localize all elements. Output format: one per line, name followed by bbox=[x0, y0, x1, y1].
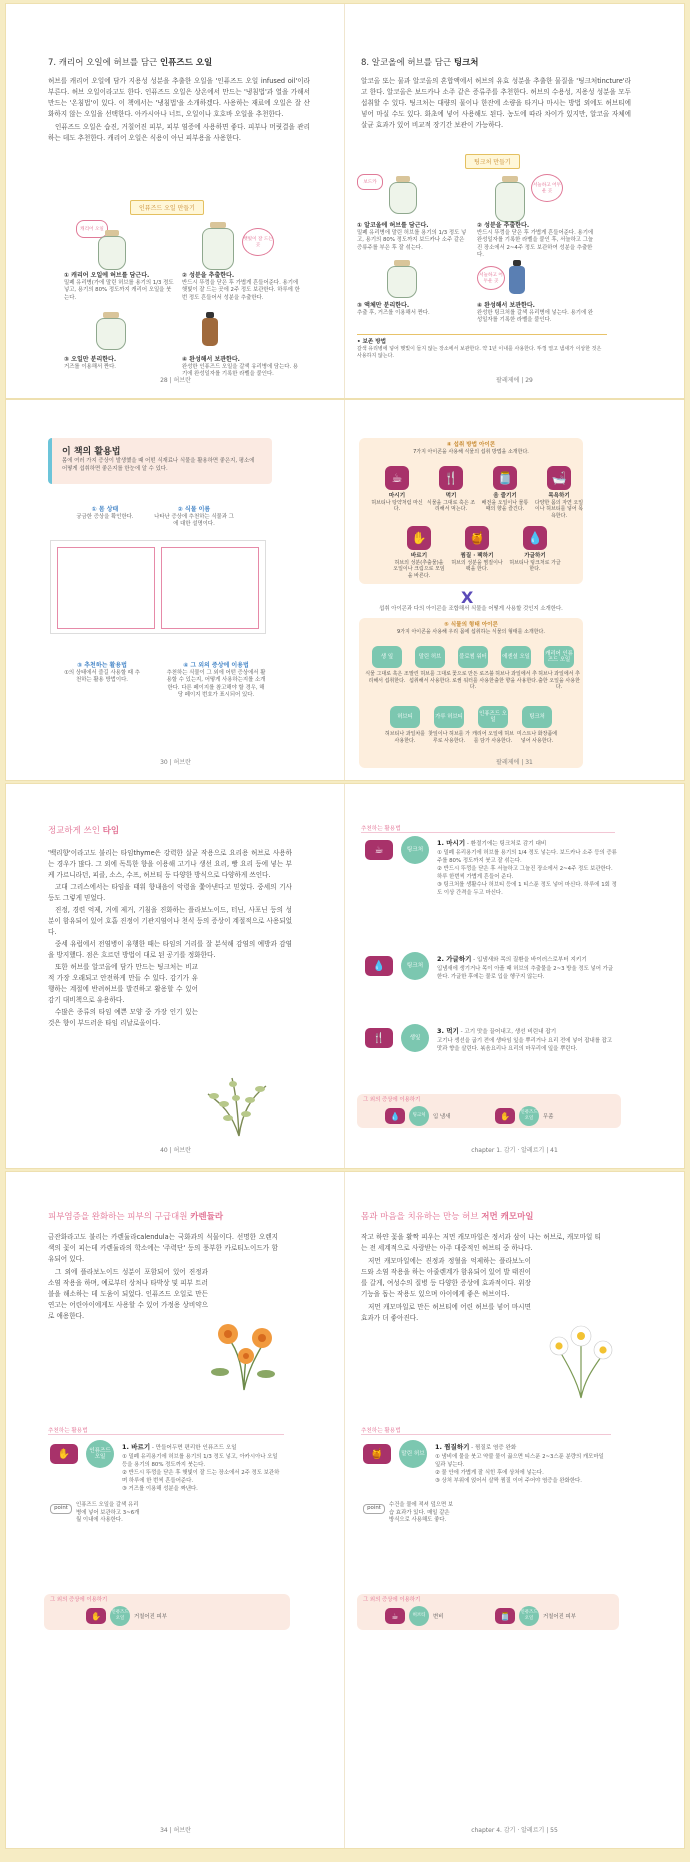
form-icon: 가루 허브티 bbox=[434, 706, 464, 728]
method-icon: 💧 bbox=[523, 526, 547, 550]
heading-title: 팅크처 bbox=[453, 58, 479, 68]
callout-3 bbox=[62, 662, 142, 685]
recipe-tag: 인퓨즈드 오일 만들기 bbox=[130, 200, 204, 215]
step-text: 반드시 뚜껑을 닫은 후 가볍게 흔들어준다. 용기에 완성일자를 기록한 라벨을 붙인 후, 서늘하고 그늘진 장소에서 2~4주 정도 보관하여 성분을 추출한다. bbox=[477, 229, 594, 258]
step-1 bbox=[357, 222, 469, 252]
usage-line: ① 밀폐 유리용기에 허브를 용기의 1/3 정도 넣고, 아카시아나 오일 등을 용기의 80% 정도까지 붓는다. bbox=[122, 1454, 278, 1468]
note-text: 갈색 유리병에 넣어 햇빛이 들지 않는 장소에서 보관한다. 약 1년 이내를 사용한다. 뚜껑 열고 냄새가 이상한 것은 사용하지 않는다. bbox=[357, 346, 602, 359]
usage-heading bbox=[437, 1026, 617, 1037]
jar-illustration bbox=[202, 228, 234, 270]
form-icon: 말린 허브 bbox=[415, 646, 445, 668]
page-35 bbox=[345, 1172, 684, 1848]
other-use-label: 거칠어진 피부 bbox=[134, 1614, 167, 1620]
form-badge: 인퓨즈드 오일 bbox=[110, 1606, 130, 1626]
method-name: 가글하기 bbox=[524, 553, 546, 559]
spread-3 bbox=[6, 784, 684, 1168]
callout-title: ② 식물 이름 bbox=[177, 506, 211, 513]
speech-bubble: 햇빛이 잘 드는 곳 bbox=[242, 228, 274, 256]
jar-illustration bbox=[96, 318, 126, 350]
method-name: 바르기 bbox=[410, 553, 428, 559]
form-icon: 캐리어 인퓨즈드 오일 bbox=[544, 646, 574, 668]
callout-text: ①의 상태에서 즐길 사용할 때 추천하는 활용 방법이다. bbox=[64, 669, 140, 683]
other-use-icon: ✋ bbox=[86, 1608, 106, 1624]
step-title: ② 성분을 추출한다. bbox=[182, 272, 235, 279]
form-text: 말린 허브를 그대로 섭취해서 사용한다. bbox=[409, 671, 451, 684]
usage-title: 1. 바르기 bbox=[122, 1443, 151, 1451]
callout-2 bbox=[152, 506, 236, 529]
method-text: 식물을 그대로 혹은 조리해서 먹는다. bbox=[426, 499, 476, 512]
heading-prefix: 정교하게 쓰인 bbox=[48, 826, 103, 836]
heading-title: 인퓨즈드 오일 bbox=[159, 58, 213, 68]
form-text: 허브티나 과일차를 사용한다. bbox=[384, 731, 426, 744]
recipe-tag: 팅크처 만들기 bbox=[465, 154, 520, 169]
heading-title: 카렌듈라 bbox=[190, 1212, 224, 1222]
heading-title: 타임 bbox=[102, 826, 120, 836]
point-label: point bbox=[50, 1504, 72, 1514]
usage-text bbox=[437, 1026, 617, 1053]
book-preview bbox=[50, 540, 266, 634]
form-badge: 팅크처 bbox=[401, 836, 429, 864]
section-heading bbox=[48, 1210, 223, 1222]
page-30 bbox=[6, 400, 345, 780]
other-use-icon: 💧 bbox=[385, 1108, 405, 1124]
spread-4 bbox=[6, 1172, 684, 1848]
form-text: 허브나 과일에서 추출한 오일을 사용한다. bbox=[538, 671, 580, 690]
page-41 bbox=[345, 784, 684, 1168]
page-29 bbox=[345, 4, 684, 398]
form-badge: 인퓨즈드 오일 bbox=[519, 1606, 539, 1626]
paragraph: 금잔화라고도 불리는 카렌듈라calendula는 국화과의 식물이다. 선명한 오렌지색의 꽃이 피는데 카렌듈라의 학소에는 '주력단' 등의 풍부한 카로티노이드가 함유되어 있다. bbox=[48, 1233, 278, 1263]
other-use-icon: 🫙 bbox=[495, 1608, 515, 1624]
form-icon-가글하기: 💧 bbox=[365, 956, 393, 976]
form-icon: 팅크처 bbox=[522, 706, 552, 728]
section-header: 추천하는 활용법 bbox=[361, 1426, 611, 1435]
paragraph: 작고 하얀 꽃을 활짝 피우는 저먼 캐모마일은 정서과 삼이 나는 허브로, 캐모마일 티는 전 세계적으로 사랑받는 아주 대중적인 허브티 중 하나다. bbox=[361, 1233, 601, 1252]
paragraph: 저먼 캐모마일로 만든 허브티에 어린 허브를 넣어 마시면 효과가 더 좋아진다. bbox=[361, 1303, 531, 1322]
step-1 bbox=[64, 272, 174, 302]
method-icon: 🍯 bbox=[465, 526, 489, 550]
form-icon: 생 잎 bbox=[372, 646, 402, 668]
form-text: 허브나 과일에서 추출한 향을 사용한다. bbox=[494, 671, 538, 684]
step-3 bbox=[64, 356, 174, 371]
method-label bbox=[425, 493, 477, 513]
page-number: 40 | 허브란 bbox=[160, 1147, 191, 1154]
panel-subtitle: 9가지 아이콘을 사용해 우리 몸에 섭취하는 식물의 형태를 소개한다. bbox=[397, 628, 545, 635]
body-text bbox=[361, 1232, 601, 1324]
usage-subtitle: - 찜질로 염증 완화 bbox=[469, 1445, 517, 1451]
usage-subtitle: - 만들어두면 편리한 인퓨즈드 오일 bbox=[150, 1445, 237, 1451]
method-icon: ✋ bbox=[407, 526, 431, 550]
other-use-label: 거칠어진 피부 bbox=[543, 1614, 576, 1620]
form-icon: 에센셜 오일 bbox=[501, 646, 531, 668]
other-use-label: 변비 bbox=[433, 1614, 444, 1620]
callout-1 bbox=[70, 506, 140, 521]
method-name: 목욕하기 bbox=[548, 493, 570, 499]
form-icon-마시기: ☕ bbox=[365, 840, 393, 860]
method-text: 다양한 몸의 자연 오일이나 허브티를 넣어 목욕한다. bbox=[534, 499, 584, 519]
usage-line: ② 반드시 뚜껑을 닫은 후 서늘하고 그늘진 장소에서 2~4주 정도 보관한다. 하루 한번씩 가볍게 흔들어 준다. bbox=[437, 866, 613, 880]
usage-heading bbox=[122, 1442, 282, 1453]
method-name: 음 즐기기 bbox=[493, 493, 517, 499]
paragraph: 인퓨즈드 오일은 습진, 거칠어진 피부, 피부 염증에 사용하면 좋다. 피부나 머릿결을 관리하는 데도 추천한다. 캐리어 오일은 식용이 아닌 피부용을 사용한다. bbox=[48, 123, 310, 142]
callout-text: 궁금한 증상을 확인한다. bbox=[76, 513, 134, 520]
speech-bubble: 서늘하고 어두운 곳 bbox=[477, 266, 505, 290]
page-number: 팔레제에 | 31 bbox=[496, 759, 533, 766]
method-text: 허브의 성분(추출물)을 오일이나 크림으로 모임을 바른다. bbox=[393, 559, 445, 579]
section-header: 추천하는 활용법 bbox=[361, 824, 615, 833]
usage-heading bbox=[435, 1442, 605, 1453]
method-text: 허브티나 팅크처로 가글한다. bbox=[509, 559, 561, 572]
usage-line: ③ 상처 부위에 얹어서 살짝 찜질 이어 주어야 염증을 완화한다. bbox=[435, 1478, 582, 1484]
page-31 bbox=[345, 400, 684, 780]
body-text bbox=[361, 76, 631, 131]
page-number: chapter 4. 감기 · 알레르기 | 55 bbox=[471, 1827, 558, 1834]
step-2 bbox=[477, 222, 597, 260]
jar-illustration bbox=[387, 266, 417, 298]
method-icon: 🛁 bbox=[547, 466, 571, 490]
method-icon: ☕ bbox=[385, 466, 409, 490]
step-text: 밀폐 유리병(가에 말린 허브를 용기의 1/3 정도 넣고, 용기의 80% 정도까지 캐리어 오일을 붓는다. bbox=[64, 279, 174, 301]
page-number: 팔레제에 | 29 bbox=[496, 377, 533, 384]
method-name: 찜질 · 팩하기 bbox=[460, 553, 494, 559]
usage-text bbox=[435, 1442, 605, 1485]
callout-text: 추천하는 식물이 그 외에 어떤 증상에서 활용할 수 있는지, 어떻게 사용하는지를 소개한다. 다른 페이지를 참고해야 할 경우, 해당 페이지 번호가 표시되어 있다. bbox=[166, 669, 266, 698]
form-badge: 허브티 bbox=[409, 1606, 429, 1626]
method-label bbox=[371, 493, 423, 513]
paragraph: 진정, 경련 억제, 거에 제거, 기침을 진화하는 플라보노이드, 터닌, 사포닌 등의 성분이 함유되어 있어 호흡 진정이 기관지염이나 천식 등의 증상이 계절적으로 사용되었다. bbox=[48, 906, 292, 936]
usage-line: ① 밀폐 유리용기에 허브를 용기의 1/4 정도 넣는다. 보드카나 소주 등의 증류주를 80% 정도까지 붓고 잘 섞는다. bbox=[437, 850, 617, 864]
other-uses-title: 그 외의 증상에 이용하기 bbox=[50, 1597, 108, 1603]
paragraph: 그 외에 플라보노이드 성분이 포함되어 있어 진정과 소염 작용을 하며, 예로부터 상처나 타박상 및 피부 트러블을 해소하는 데 도움이 되었다. 인퓨즈드 오일로 만든 연고는 어린아이에게도 사용할 수 있어 가정용 상비약으로 애용한다. bbox=[48, 1268, 208, 1320]
paragraph: 또한 허브를 알코올에 담가 만드는 팅크처는 비교적 가장 오래되고 안전하게 만들 수 있다. 감기가 유행하는 계절에 반려허브를 발견하고 활용할 수 있어 감기 대비책으로 유용하다. bbox=[48, 963, 198, 1004]
form-text: 찻잎이나 허브를 가루로 사용한다. bbox=[428, 731, 470, 744]
forms-title bbox=[359, 622, 583, 635]
paragraph: 중세 유럽에서 전염병이 유행한 때는 타임의 거리를 잘 분석해 감염의 예방과 감염을 방지했다. 점은 흐르던 방법이 대로 된 공기를 정화한다. bbox=[48, 940, 292, 959]
form-badge: 인퓨즈드 오일 bbox=[86, 1440, 114, 1468]
combo-text: 섭취 아이콘과 다의 아이콘을 조합해서 식물을 어떻게 사용할 것인지 소개한다. bbox=[379, 606, 563, 612]
callout-text: 나타난 증상에 추천하는 식물과 그에 대한 설명이다. bbox=[154, 513, 234, 527]
usage-text bbox=[122, 1442, 282, 1493]
usage-line: 입냄새에 생기거나 목이 아플 때 허브의 추출물을 2~3 방울 정도 넣어 가글한다. 가글한 후에는 물로 입을 헹구지 않는다. bbox=[437, 966, 614, 980]
times-symbol: X bbox=[461, 588, 474, 607]
method-text: 배전을 오일이나 물통 때의 향을 즐긴다. bbox=[481, 499, 529, 512]
form-badge: 생잎 bbox=[401, 1024, 429, 1052]
usage-text bbox=[437, 954, 617, 981]
other-use-icon: ✋ bbox=[495, 1108, 515, 1124]
heading-title: 저먼 캐모마일 bbox=[481, 1212, 534, 1222]
form-text: 꽃으로 만든 로즈블로썸 워터를 사용한다. bbox=[452, 671, 494, 690]
other-uses-title: 그 외의 증상에 이용하기 bbox=[363, 1597, 421, 1603]
form-icon-찜질하기: 🍯 bbox=[363, 1444, 391, 1464]
speech-bubble: 보드카 bbox=[357, 174, 383, 190]
point-text: 인퓨즈드 오일을 갈색 유리병에 넣어 보관하고 3~6개월 이내에 사용한다. bbox=[76, 1502, 140, 1523]
form-icon: 블로썸 워터 bbox=[458, 646, 488, 668]
step-title: ③ 액체만 분리한다. bbox=[357, 302, 410, 309]
form-text: 캐리어 오일에 허브를 담가 사용한다. bbox=[472, 731, 514, 744]
page-number: 28 | 허브란 bbox=[160, 377, 191, 384]
callout-title: ③ 추천하는 활용법 bbox=[77, 662, 127, 669]
step-title: ① 알코올에 허브를 담근다. bbox=[357, 222, 429, 229]
preview-right-page bbox=[161, 547, 259, 629]
step-text: 반드시 뚜껑을 닫은 후 가볍게 흔들어준다. 용기에 햇빛이 잘 드는 곳에 2주 정도 보관한다. 하루에 한 번 정도 흔들어서 성분을 추출한다. bbox=[182, 279, 300, 301]
form-text: 식물 그대로 혹은 조리해서 섭취한다. bbox=[365, 671, 409, 684]
step-3 bbox=[357, 302, 469, 317]
form-icon-바르기: ✋ bbox=[50, 1444, 78, 1464]
step-title: ② 성분을 추출한다. bbox=[477, 222, 530, 229]
usage-line: 고기나 생선을 굽기 전에 생타임 잎을 뿌리거나 요리 전에 넣어 잡내를 잡고 맛과 향을 살린다. 볶음요리나 요리의 마무리에 잎을 뿌린다. bbox=[437, 1038, 613, 1052]
step-title: ① 캐리어 오일에 허브를 담근다. bbox=[64, 272, 150, 279]
usage-title: 1. 마시기 bbox=[437, 839, 466, 847]
method-icon: 🍴 bbox=[439, 466, 463, 490]
step-title: ③ 오일만 분리한다. bbox=[64, 356, 117, 363]
usage-line: ① 냄비에 물을 붓고 약불 물이 끓으면 티스푼 2~3스푼 분량의 캐모마일 잎과 넣는다. bbox=[435, 1454, 604, 1468]
page-number: 30 | 허브란 bbox=[160, 759, 191, 766]
thyme-illustration bbox=[202, 1074, 276, 1138]
section-heading bbox=[48, 824, 119, 836]
jar-illustration bbox=[389, 182, 417, 214]
jar-illustration bbox=[98, 236, 126, 270]
method-name: 먹기 bbox=[445, 493, 457, 499]
paragraph: 허브를 캐리어 오일에 담가 지용성 성분을 추출한 오일을 '인퓨즈드 오일 infused oil'이라 부른다. 허브 오일이라고도 한다. 인퓨즈드 오일은 상온에서 만드는 '냉침법'과 열을 가해서 만드는 '온침법'이 있다. 이 책에서는 '냉침법'을 소개하겠다. 사용하는 재료에 오일은 잘 산화하지 않는 오일을 선택한다. 아카시아나 너트, 오일이나 호호바 오일을 추천한다. bbox=[48, 77, 310, 118]
method-label bbox=[509, 553, 561, 573]
panel-title: ④ 섭취 방법 아이콘 bbox=[446, 442, 496, 448]
step-2 bbox=[182, 272, 300, 302]
step-text: 완성한 인퓨즈드 오일을 갈색 유리병에 담는다. 용기에 완성일자를 기록한 라벨을 붙인다. bbox=[182, 363, 299, 377]
step-title: ④ 완성해서 보관한다. bbox=[477, 302, 535, 309]
usage-subtitle: - 고기 맛을 끌어내고, 생선 비린내 잡기 bbox=[458, 1029, 557, 1035]
form-badge: 인퓨즈드 오일 bbox=[519, 1106, 539, 1126]
paragraph: 알코올 또는 물과 알코올의 혼합액에서 허브의 유효 성분을 추출한 물질을 '팅크처tincture'라고 한다. 알코올은 보드카나 소주 같은 증류주를 추천한다. 허브의 수용성, 지용성 성분을 모두 섭취할 수 있다. 팅크처는 대량의 물이나 한잔에 소량을 타거나 마시는 방법 외에도 허브티에 넣어 마실 수도 있다. 화초에 넣어 사용해도 된다. 농도에 따라 차이가 있지만, 알코올 자체에 살균 효과가 있어 비교적 장기간 보관이 가능하다. bbox=[361, 77, 631, 129]
page-title: 이 책의 활용법 bbox=[62, 447, 121, 457]
page-number: 34 | 허브란 bbox=[160, 1827, 191, 1834]
step-text: 추출 후, 거즈를 이용해서 짠다. bbox=[357, 309, 430, 316]
page-28 bbox=[6, 4, 345, 398]
other-use-icon: ☕ bbox=[385, 1608, 405, 1624]
methods-title bbox=[359, 442, 583, 455]
method-label bbox=[479, 493, 531, 513]
form-icon-먹기: 🍴 bbox=[365, 1028, 393, 1048]
method-name: 마시기 bbox=[388, 493, 406, 499]
method-label bbox=[533, 493, 585, 519]
point-label: point bbox=[363, 1504, 385, 1514]
usage-heading bbox=[437, 954, 617, 965]
step-4 bbox=[477, 302, 597, 325]
intro-text: 몸에 여러 가지 증상이 발생했을 때 어떤 식재료나 식물을 활용하면 좋은지, 평소에 어떻게 섭취하면 좋은지를 한눈에 알 수 있다. bbox=[62, 458, 255, 472]
callout-title: ④ 그 외의 증상에 이용법 bbox=[183, 662, 249, 669]
form-text: 미스트나 화장품에 넣어 사용한다. bbox=[516, 731, 558, 744]
heading-prefix: 7. 캐리어 오일에 허브를 담근 bbox=[48, 58, 160, 68]
step-title: ④ 완성해서 보관한다. bbox=[182, 356, 240, 363]
paragraph: 수많은 종류의 타임 예쁜 모양 중 가장 인기 있는 것은 향이 부드러운 타임 리날로올이다. bbox=[48, 1008, 198, 1027]
note-title: • 보존 방법 bbox=[357, 339, 387, 345]
step-text: 거즈를 이용해서 짠다. bbox=[64, 363, 117, 370]
heading-prefix: 피부염증을 완화하는 피부의 구급대원 bbox=[48, 1212, 191, 1222]
page-34 bbox=[6, 1172, 345, 1848]
paragraph: 저먼 캐모마일에는 진정과 정혈을 억제하는 플라보노이드와 소염 작용을 하는 아줄렌계가 함유되어 있어 발 태진이를 갈게, 여성수의 질병 등 다양한 증상에 효과적이다. 위장 기능을 돕는 작용도 있으며 아이에게 좋은 허브이다. bbox=[361, 1257, 531, 1298]
section-heading bbox=[361, 1210, 534, 1222]
usage-title: 2. 가글하기 bbox=[437, 955, 472, 963]
usage-subtitle: - 환절기에는 팅크처로 감기 대비 bbox=[465, 841, 547, 847]
usage-heading bbox=[437, 838, 617, 849]
speech-bubble: 서늘하고 어두운 곳 bbox=[531, 174, 563, 202]
page-number: chapter 1. 감기 · 알레르기 | 41 bbox=[471, 1147, 558, 1154]
blue-bottle-illustration bbox=[509, 266, 525, 294]
usage-line: ③ 팅크처를 생활수나 허브티 등에 1 티스푼 정도 넣어 마신다. 하루에 1회 정도 이상 간격을 두고 마신다. bbox=[437, 882, 617, 896]
calendula-illustration bbox=[206, 1312, 282, 1392]
body-text bbox=[48, 1232, 278, 1322]
brown-bottle-illustration bbox=[202, 318, 218, 346]
usage-title: 3. 먹기 bbox=[437, 1027, 459, 1035]
callout-4 bbox=[166, 662, 266, 700]
point-text: 수건을 물에 적셔 덮으면 보습 효과가 있다. 매일 같은 방식으로 사용해도 좋다. bbox=[389, 1502, 454, 1523]
usage-line: ② 물 안에 가볍게 잘 식힌 후에 상처에 넣는다. bbox=[435, 1470, 544, 1476]
speech-bubble: 캐리어 오일 bbox=[76, 220, 108, 238]
other-use-label: 무좀 bbox=[543, 1114, 554, 1120]
jar-illustration bbox=[495, 182, 525, 222]
section-header: 추천하는 활용법 bbox=[48, 1426, 284, 1435]
section-heading bbox=[361, 56, 478, 68]
paragraph: '백리향'이라고도 불리는 타임thyme은 강력한 살균 작용으로 요리용 허브로 사용하는 경우가 많다. 그 외에 독특한 향을 이용해 고기나 생선 요리, 빵 요리 등에 넣는 부케 가르니라던, 피클, 소스, 수프, 허브티 등 다양한 방식으로 다양하게 쓰인다. bbox=[48, 849, 292, 879]
usage-subtitle: - 입냄새와 목의 질환을 바이러스로부터 지키기 bbox=[471, 957, 587, 963]
spread-1 bbox=[6, 4, 684, 398]
heading-prefix: 몸과 마음을 치유하는 만능 허브 bbox=[361, 1212, 482, 1222]
other-use-label: 입 냄새 bbox=[433, 1114, 451, 1120]
usage-line: ③ 거즈를 이용해 성분을 짜낸다. bbox=[122, 1486, 198, 1492]
forms-panel bbox=[359, 618, 583, 768]
method-icon: 🫙 bbox=[493, 466, 517, 490]
storage-note bbox=[357, 334, 607, 360]
usage-title: 1. 찜질하기 bbox=[435, 1443, 470, 1451]
other-uses-title: 그 외의 증상에 이용하기 bbox=[363, 1097, 421, 1103]
form-badge: 말린 허브 bbox=[399, 1440, 427, 1468]
body-text bbox=[48, 848, 292, 1030]
preview-left-page bbox=[57, 547, 155, 629]
panel-subtitle: 7가지 아이콘을 사용해 식물의 섭취 방법을 소개한다. bbox=[413, 448, 529, 455]
method-text: 허브티나 탕약처럼 마신다. bbox=[371, 499, 423, 512]
form-badge: 팅크처 bbox=[409, 1106, 429, 1126]
form-icon: 허브티 bbox=[390, 706, 420, 728]
panel-title: ⑤ 식물의 형태 아이콘 bbox=[444, 622, 498, 628]
page-40 bbox=[6, 784, 345, 1168]
method-label bbox=[451, 553, 503, 573]
callout-title: ① 몸 상태 bbox=[91, 506, 119, 513]
method-label bbox=[393, 553, 445, 579]
usage-text bbox=[437, 838, 617, 897]
step-text: 밀폐 유리병에 말린 허브를 용기의 1/3 정도 넣고, 용기의 80% 정도까지 보드카나 소주 같은 증류주를 부은 후 잘 섞는다. bbox=[357, 229, 467, 251]
form-icon: 인퓨즈드 오일 bbox=[478, 706, 508, 728]
method-text: 허브의 성분을 찜질이나 팩을 한다. bbox=[451, 559, 503, 572]
paragraph: 고대 그리스에서는 타임을 태워 향내음이 악령을 쫓아낸다고 믿었다. 중세의 기사 등도 그렇게 믿었다. bbox=[48, 883, 292, 902]
usage-line: ② 반드시 뚜껑을 닫은 후 햇빛이 잘 드는 장소에서 2주 정도 보관하며 하루에 한 번씩 흔들어준다. bbox=[122, 1470, 280, 1484]
chamomile-illustration bbox=[541, 1320, 621, 1400]
spread-2 bbox=[6, 400, 684, 780]
step-text: 완성한 팅크처를 갈색 유리병에 넣는다. 용기에 완성일자를 기록한 라벨을 붙인다. bbox=[477, 309, 594, 323]
form-badge: 팅크처 bbox=[401, 952, 429, 980]
body-text bbox=[48, 76, 310, 144]
section-heading bbox=[48, 56, 212, 68]
heading-prefix: 8. 알코올에 허브를 담근 bbox=[361, 58, 454, 68]
